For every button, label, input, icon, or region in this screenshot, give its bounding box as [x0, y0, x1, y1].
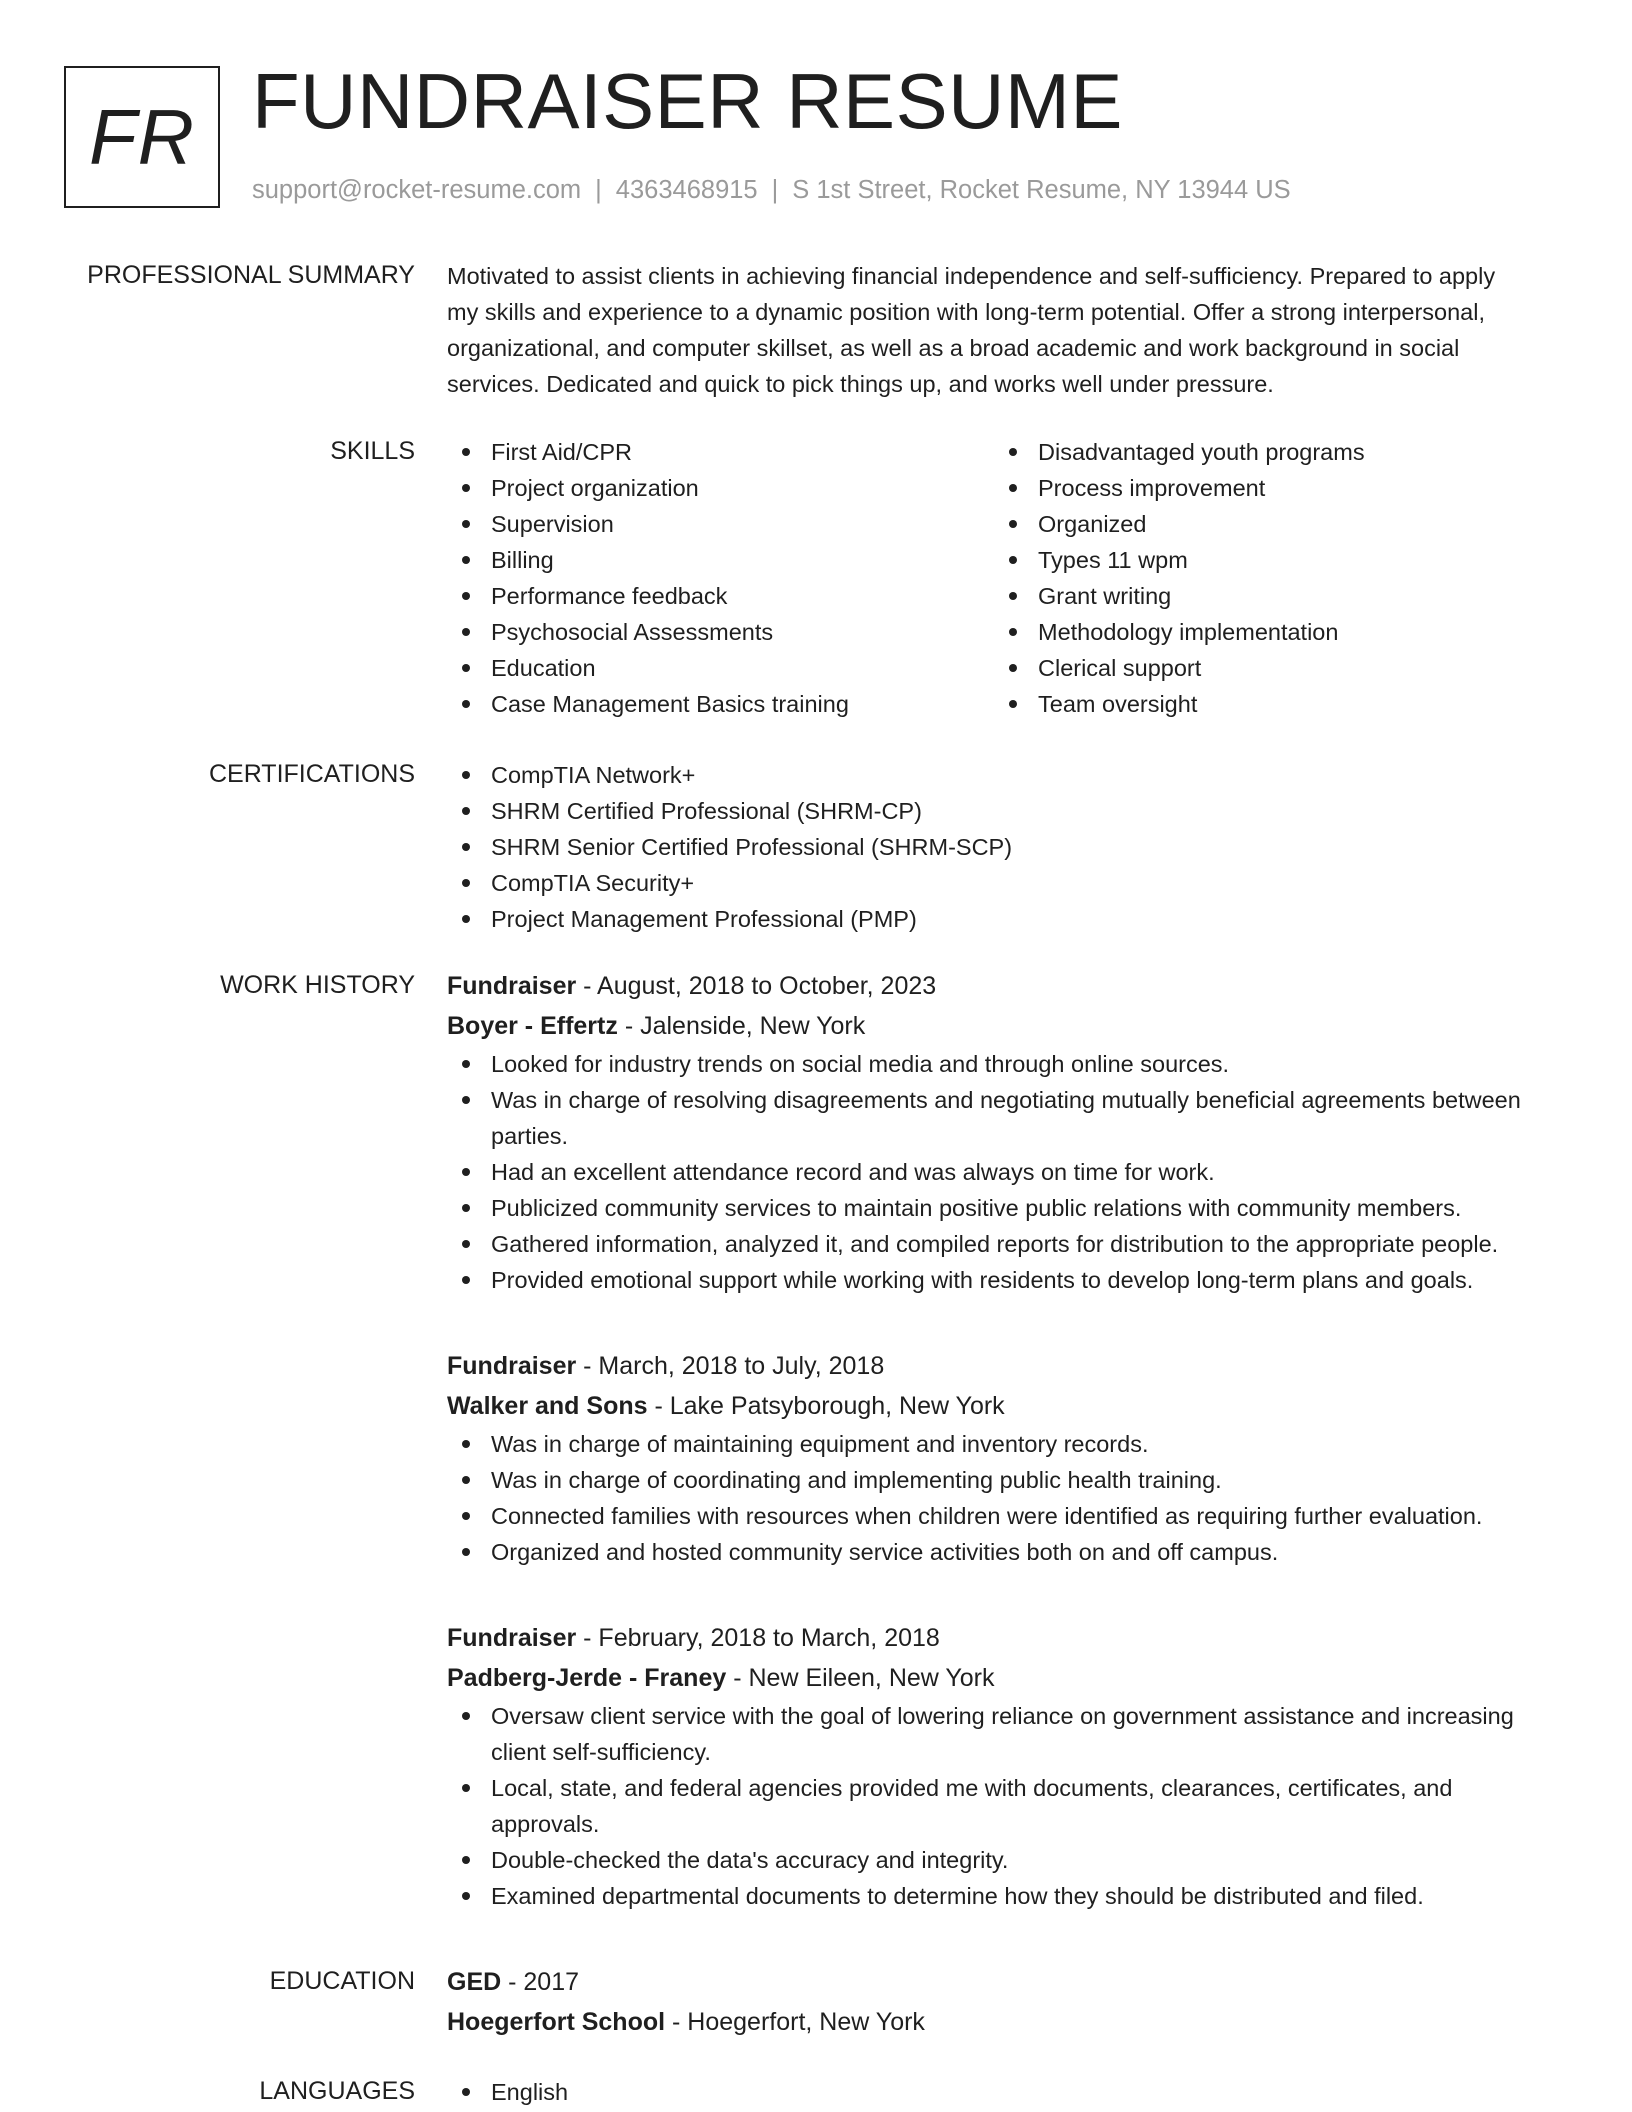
job-entry	[447, 1618, 1567, 1914]
job-bullets	[447, 1698, 1567, 1914]
skills-columns	[447, 434, 1567, 722]
certification-item: CompTIA Network+	[447, 757, 1567, 793]
education-label: EDUCATION	[269, 1967, 415, 1995]
skills-label: SKILLS	[330, 437, 415, 465]
job-company: Walker and Sons	[447, 1392, 648, 1420]
skill-item: Project organization	[447, 470, 994, 506]
job-company: Padberg-Jerde - Franey	[447, 1664, 727, 1692]
job-bullet: Was in charge of coordinating and implementing public health training.	[447, 1462, 1567, 1498]
job-title-line	[447, 966, 1567, 1006]
job-company-line	[447, 1006, 1567, 1046]
contact-separator: |	[771, 176, 779, 204]
job-bullet: Examined departmental documents to determine how they should be distributed and filed.	[447, 1878, 1567, 1914]
contact-line	[252, 174, 1291, 206]
job-location: - New Eileen, New York	[726, 1664, 995, 1692]
job-company: Boyer - Effertz	[447, 1012, 618, 1040]
job-bullet: Publicized community services to maintain positive public relations with community members.	[447, 1190, 1567, 1226]
skills-list-right	[994, 434, 1514, 722]
skill-item: Team oversight	[994, 686, 1514, 722]
job-bullet: Had an excellent attendance record and was always on time for work.	[447, 1154, 1567, 1190]
job-dates: - February, 2018 to March, 2018	[576, 1624, 940, 1652]
summary-line: my skills and experience to a dynamic position with long-term potential. Offer a strong interpersonal,	[447, 299, 1485, 325]
skill-item: Clerical support	[994, 650, 1514, 686]
education-year: - 2017	[501, 1968, 580, 1996]
job-bullet: Organized and hosted community service activities both on and off campus.	[447, 1534, 1567, 1570]
job-location: - Lake Patsyborough, New York	[647, 1392, 1005, 1420]
education-degree-line	[447, 1962, 1567, 2002]
skill-item: Case Management Basics training	[447, 686, 994, 722]
education-school: Hoegerfort School	[447, 2008, 666, 2036]
work-history-label: WORK HISTORY	[220, 971, 415, 999]
education-content	[447, 1962, 1567, 2042]
languages-content	[447, 2074, 1567, 2110]
contact-phone: 4363468915	[615, 176, 758, 204]
skill-item: Education	[447, 650, 994, 686]
certifications-label: CERTIFICATIONS	[208, 760, 415, 788]
skill-item: Organized	[994, 506, 1514, 542]
certifications-list	[447, 757, 1567, 937]
languages-label: LANGUAGES	[259, 2077, 415, 2105]
summary-line: organizational, and computer skillset, as well as a broad academic and work background in social	[447, 335, 1460, 361]
skill-item: Psychosocial Assessments	[447, 614, 994, 650]
job-entry	[447, 1346, 1567, 1570]
skill-item: Types 11 wpm	[994, 542, 1514, 578]
certification-item: SHRM Certified Professional (SHRM-CP)	[447, 793, 1567, 829]
job-company-line	[447, 1386, 1567, 1426]
job-bullet: Connected families with resources when children were identified as requiring further evaluation.	[447, 1498, 1567, 1534]
job-title-line	[447, 1346, 1567, 1386]
skill-item: Performance feedback	[447, 578, 994, 614]
skill-item: Supervision	[447, 506, 994, 542]
education-location: - Hoegerfort, New York	[665, 2008, 925, 2036]
contact-address: S 1st Street, Rocket Resume, NY 13944 US	[792, 176, 1291, 204]
languages-list	[447, 2074, 1567, 2110]
skill-item: First Aid/CPR	[447, 434, 994, 470]
education-degree: GED	[447, 1968, 502, 1996]
job-title: Fundraiser	[447, 1624, 577, 1652]
certification-item: Project Management Professional (PMP)	[447, 901, 1567, 937]
job-title-line	[447, 1618, 1567, 1658]
certification-item: SHRM Senior Certified Professional (SHRM-SCP)	[447, 829, 1567, 865]
language-item: English	[447, 2074, 1567, 2110]
skill-item: Methodology implementation	[994, 614, 1514, 650]
job-bullet: Was in charge of maintaining equipment and inventory records.	[447, 1426, 1567, 1462]
job-bullet: Provided emotional support while working with residents to develop long-term plans and goals.	[447, 1262, 1567, 1298]
job-company-line	[447, 1658, 1567, 1698]
job-dates: - August, 2018 to October, 2023	[576, 972, 937, 1000]
job-bullet: Double-checked the data's accuracy and integrity.	[447, 1842, 1567, 1878]
contact-separator: |	[595, 176, 602, 204]
job-bullet: Oversaw client service with the goal of lowering reliance on government assistance and increasing client self-sufficiency.	[447, 1698, 1567, 1770]
job-title: Fundraiser	[447, 1352, 577, 1380]
job-entry	[447, 966, 1567, 1298]
job-bullet: Local, state, and federal agencies provided me with documents, clearances, certificates, and approvals.	[447, 1770, 1567, 1842]
skills-list-left	[447, 434, 994, 722]
certification-item: CompTIA Security+	[447, 865, 1567, 901]
job-title: Fundraiser	[447, 972, 577, 1000]
job-bullet: Looked for industry trends on social media and through online sources.	[447, 1046, 1567, 1082]
contact-email: support@rocket-resume.com	[252, 176, 582, 204]
education-school-line	[447, 2002, 1567, 2042]
summary-text	[447, 258, 1567, 402]
summary-line: services. Dedicated and quick to pick things up, and works well under pressure.	[447, 371, 1274, 397]
job-location: - Jalenside, New York	[617, 1012, 866, 1040]
summary-label: PROFESSIONAL SUMMARY	[87, 261, 415, 289]
skill-item: Grant writing	[994, 578, 1514, 614]
skill-item: Disadvantaged youth programs	[994, 434, 1514, 470]
resume-title: FUNDRAISER RESUME	[252, 57, 1123, 145]
certifications-content	[447, 757, 1567, 937]
job-bullets	[447, 1046, 1567, 1298]
skill-item: Billing	[447, 542, 994, 578]
job-bullets	[447, 1426, 1567, 1570]
skill-item: Process improvement	[994, 470, 1514, 506]
summary-line: Motivated to assist clients in achieving financial independence and self-sufficiency. Prepared to apply	[447, 263, 1496, 289]
job-bullet: Gathered information, analyzed it, and compiled reports for distribution to the appropriate people.	[447, 1226, 1567, 1262]
monogram-badge: FR	[64, 66, 220, 208]
job-bullet: Was in charge of resolving disagreements and negotiating mutually beneficial agreements between parties.	[447, 1082, 1567, 1154]
job-dates: - March, 2018 to July, 2018	[576, 1352, 885, 1380]
